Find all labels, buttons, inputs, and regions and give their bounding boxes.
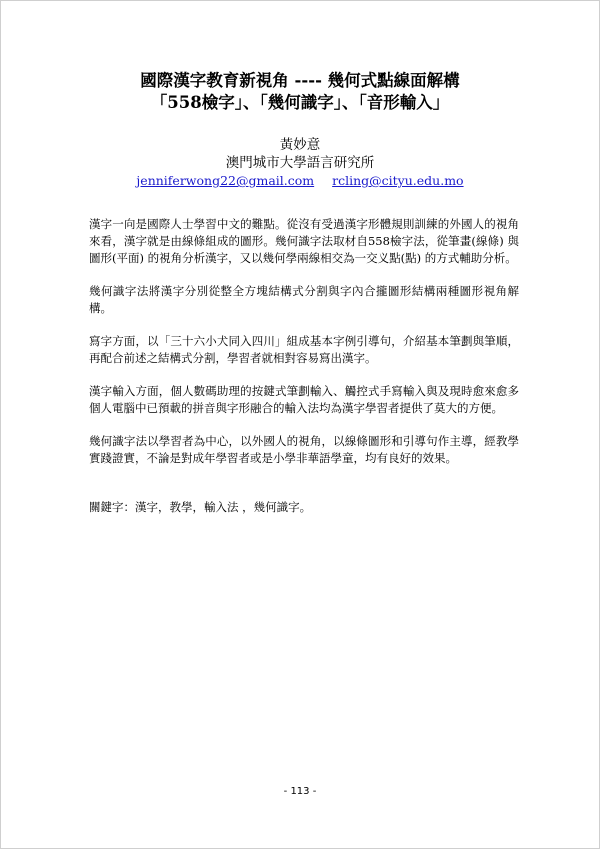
- author-emails: [40, 172, 560, 190]
- title-line-1: 國際漢字教育新視角 ---- 幾何式點線面解構: [140, 71, 460, 90]
- title-line-2: 「558檢字」、「幾何識字」、「音形輸入」: [150, 93, 450, 112]
- keywords: 關鍵字：漢字，教學，輸入法 ，幾何識字。: [89, 500, 312, 514]
- page-number: - 113 -: [283, 786, 317, 797]
- email-link-2[interactable]: rcling@cityu.edu.mo: [332, 173, 464, 188]
- email-link-1[interactable]: jenniferwong22@gmail.com: [136, 173, 315, 188]
- abstract-paragraph-2: 幾何識字法將漢字分別從整全方塊結構式分割與字內合攏圖形結構兩種圖形視角解構。: [89, 284, 519, 315]
- abstract-body: [89, 216, 519, 532]
- abstract-paragraph-3: 寫字方面，以「三十六小犬同入四川」組成基本字例引導句，介紹基本筆劃與筆順，再配合前述之結構式分割，學習者就相對容易寫出漢字。: [89, 334, 519, 365]
- abstract-paragraph-4: 漢字輸入方面，個人數碼助理的按鍵式筆劃輸入、觸控式手寫輸入與及現時愈來愈多個人電腦中已預載的拼音與字形融合的輸入法均為漢字學習者提供了莫大的方便。: [89, 384, 519, 415]
- author-block: [40, 136, 560, 190]
- author-affiliation: 澳門城市大學語言研究所: [225, 155, 375, 171]
- title-block: [40, 70, 560, 114]
- author-name: 黃妙意: [279, 137, 321, 153]
- abstract-paragraph-5: 幾何識字法以學習者為中心，以外國人的視角，以線條圖形和引導句作主導，經教學實踐證實，不論是對成年學習者或是小學非華語學童，均有良好的效果。: [89, 434, 519, 465]
- abstract-paragraph-1: 漢字一向是國際人士學習中文的難點。從沒有受過漢字形體規則訓練的外國人的視角來看，漢字就是由線條組成的圖形。幾何識字法取材自558檢字法，從筆畫(線條) 與圖形(平面) 的視角分析漢字，又以幾何學兩線相交為一交义點(點) 的方式輔助分析。: [89, 217, 519, 265]
